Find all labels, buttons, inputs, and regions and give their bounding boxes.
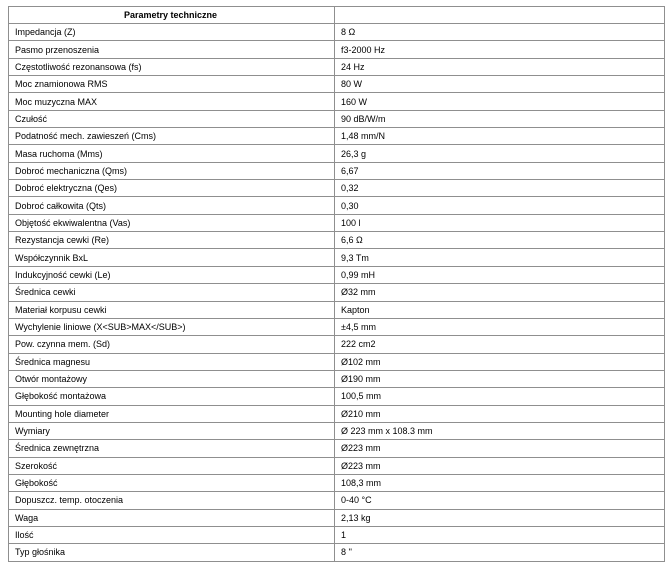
param-name-cell: Szerokość — [9, 457, 335, 474]
param-value-cell: 8 Ω — [335, 24, 665, 41]
table-row — [9, 76, 665, 93]
param-name-cell: Czułość — [9, 110, 335, 127]
table-row — [9, 180, 665, 197]
param-name-cell: Średnica cewki — [9, 284, 335, 301]
table-row — [9, 24, 665, 41]
table-row — [9, 370, 665, 387]
table-row — [9, 388, 665, 405]
param-value-cell: 222 cm2 — [335, 336, 665, 353]
table-row — [9, 232, 665, 249]
table-row — [9, 440, 665, 457]
param-value-cell: Ø210 mm — [335, 405, 665, 422]
param-name-cell: Częstotliwość rezonansowa (fs) — [9, 58, 335, 75]
param-value-cell: Kapton — [335, 301, 665, 318]
param-value-cell: Ø32 mm — [335, 284, 665, 301]
param-value-cell: 0-40 °C — [335, 492, 665, 509]
param-name-cell: Dobroć całkowita (Qts) — [9, 197, 335, 214]
param-value-cell: 1 — [335, 526, 665, 543]
param-value-cell: 108,3 mm — [335, 474, 665, 491]
param-value-cell: 9,3 Tm — [335, 249, 665, 266]
param-name-cell: Pow. czynna mem. (Sd) — [9, 336, 335, 353]
param-name-cell: Masa ruchoma (Mms) — [9, 145, 335, 162]
param-value-cell: ±4,5 mm — [335, 318, 665, 335]
param-name-cell: Moc znamionowa RMS — [9, 76, 335, 93]
table-row — [9, 526, 665, 543]
param-value-cell: 0,30 — [335, 197, 665, 214]
table-row — [9, 266, 665, 283]
table-row — [9, 145, 665, 162]
table-row — [9, 110, 665, 127]
param-value-cell: 100 l — [335, 214, 665, 231]
param-name-cell: Współczynnik BxL — [9, 249, 335, 266]
param-value-cell: 90 dB/W/m — [335, 110, 665, 127]
param-name-cell: Moc muzyczna MAX — [9, 93, 335, 110]
table-header-title: Parametry techniczne — [9, 7, 335, 24]
spec-table-body — [9, 24, 665, 562]
spec-table-container — [8, 6, 664, 562]
param-value-cell: 100,5 mm — [335, 388, 665, 405]
table-row — [9, 318, 665, 335]
param-name-cell: Głębokość — [9, 474, 335, 491]
param-value-cell: 6,67 — [335, 162, 665, 179]
table-row — [9, 128, 665, 145]
table-row — [9, 249, 665, 266]
table-row — [9, 284, 665, 301]
param-name-cell: Dobroć elektryczna (Qes) — [9, 180, 335, 197]
param-value-cell: f3-2000 Hz — [335, 41, 665, 58]
param-value-cell: Ø102 mm — [335, 353, 665, 370]
table-row — [9, 41, 665, 58]
param-name-cell: Typ głośnika — [9, 544, 335, 561]
param-name-cell: Średnica magnesu — [9, 353, 335, 370]
param-name-cell: Objętość ekwiwalentna (Vas) — [9, 214, 335, 231]
table-row — [9, 492, 665, 509]
param-value-cell: 0,32 — [335, 180, 665, 197]
spec-table — [8, 6, 665, 562]
param-name-cell: Waga — [9, 509, 335, 526]
table-row — [9, 509, 665, 526]
table-row — [9, 544, 665, 561]
table-row — [9, 422, 665, 439]
table-row — [9, 353, 665, 370]
table-row — [9, 162, 665, 179]
param-name-cell: Wychylenie liniowe (X<SUB>MAX</SUB>) — [9, 318, 335, 335]
param-name-cell: Indukcyjność cewki (Le) — [9, 266, 335, 283]
param-name-cell: Rezystancja cewki (Re) — [9, 232, 335, 249]
param-name-cell: Średnica zewnętrzna — [9, 440, 335, 457]
param-name-cell: Mounting hole diameter — [9, 405, 335, 422]
table-row — [9, 301, 665, 318]
param-value-cell: 0,99 mH — [335, 266, 665, 283]
param-value-cell: 80 W — [335, 76, 665, 93]
param-name-cell: Otwór montażowy — [9, 370, 335, 387]
table-row — [9, 405, 665, 422]
table-row — [9, 457, 665, 474]
table-header-row — [9, 7, 665, 24]
table-header-empty — [335, 7, 665, 24]
table-row — [9, 93, 665, 110]
param-value-cell: Ø190 mm — [335, 370, 665, 387]
table-row — [9, 474, 665, 491]
param-name-cell: Wymiary — [9, 422, 335, 439]
param-value-cell: 8 '' — [335, 544, 665, 561]
param-name-cell: Podatność mech. zawieszeń (Cms) — [9, 128, 335, 145]
param-name-cell: Impedancja (Z) — [9, 24, 335, 41]
param-name-cell: Dopuszcz. temp. otoczenia — [9, 492, 335, 509]
param-value-cell: Ø 223 mm x 108.3 mm — [335, 422, 665, 439]
param-name-cell: Pasmo przenoszenia — [9, 41, 335, 58]
table-row — [9, 58, 665, 75]
param-value-cell: 24 Hz — [335, 58, 665, 75]
param-name-cell: Materiał korpusu cewki — [9, 301, 335, 318]
param-value-cell: 2,13 kg — [335, 509, 665, 526]
param-value-cell: 26,3 g — [335, 145, 665, 162]
param-name-cell: Dobroć mechaniczna (Qms) — [9, 162, 335, 179]
param-value-cell: Ø223 mm — [335, 440, 665, 457]
table-row — [9, 336, 665, 353]
param-name-cell: Ilość — [9, 526, 335, 543]
param-value-cell: 1,48 mm/N — [335, 128, 665, 145]
param-value-cell: 160 W — [335, 93, 665, 110]
param-value-cell: 6,6 Ω — [335, 232, 665, 249]
table-row — [9, 214, 665, 231]
table-row — [9, 197, 665, 214]
param-name-cell: Głębokość montażowa — [9, 388, 335, 405]
param-value-cell: Ø223 mm — [335, 457, 665, 474]
